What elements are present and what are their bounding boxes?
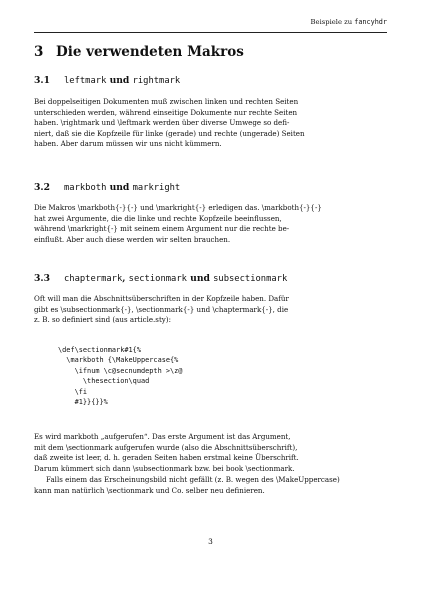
running-header-package: fancyhdr	[354, 18, 387, 26]
code-line: \ifnum \c@secnumdepth >\z@	[58, 366, 183, 375]
text-line: mit dem \sectionmark aufgerufen wurde (also die Abschnittsüberschrift),	[34, 442, 298, 452]
chapter-heading	[34, 44, 244, 60]
text-line: Die Makros \markboth{-}{-} und \markright{-} erledigen das. \markboth{-}{-}	[34, 203, 322, 212]
text-line: niert, daß sie die Kopfzeile für linke (gerade) und rechte (ungerade) Seiten	[34, 128, 305, 138]
text-line: unterschieden werden, während einseitige Dokumente nur rechte Seiten	[34, 107, 298, 117]
text-line: kann man natürlich \sectionmark und Co. selber neu definieren.	[34, 485, 265, 495]
text-line: Falls einem das Erscheinungsbild nicht gefällt (z. B. wegen des \MakeUppercase)	[46, 475, 340, 484]
code-line: \def\sectionmark#1{%	[58, 346, 141, 354]
paragraph-after-code	[34, 432, 389, 474]
text-line: während \markright{-} mit seinem einem Argument nur die rechte be-	[34, 224, 290, 234]
section-title-part: und	[106, 75, 133, 86]
text-line: z. B. so definiert sind (aus article.sty):	[34, 315, 171, 325]
text-line: Bei doppelseitigen Dokumenten muß zwischen linken und rechten Seiten	[34, 97, 299, 106]
paragraph-3-1	[34, 97, 389, 150]
page-number: 3	[208, 537, 213, 546]
text-line: haben. Aber darum müssen wir uns nicht kümmern.	[34, 139, 222, 149]
section-title-part: rightmark	[132, 76, 181, 86]
text-line: Es wird markboth „aufgerufen“. Das erste Argument ist das Argument,	[34, 432, 291, 441]
section-title-part: sectionmark	[128, 274, 187, 284]
code-line: \markboth {\MakeUppercase{%	[58, 356, 179, 365]
running-header-text	[311, 18, 387, 26]
paragraph-final	[34, 475, 389, 496]
text-line: einflußt. Aber auch diese werden wir selten brauchen.	[34, 234, 231, 244]
chapter-number: 3	[34, 44, 44, 60]
code-line: \thesection\quad	[58, 377, 150, 386]
text-line: daß zweite ist leer, d. h. geraden Seiten haben erstmal keine Überschrift.	[34, 453, 299, 463]
section-title-part: chaptermark	[64, 274, 123, 284]
running-header-label: Beispiele zu	[310, 18, 355, 26]
running-header	[34, 14, 387, 33]
section-heading-3-1	[34, 75, 180, 86]
section-number: 3.2	[34, 182, 50, 193]
paragraph-3-3	[34, 294, 389, 326]
code-listing	[58, 345, 182, 407]
text-line: haben. \rightmark und \leftmark werden über diverse Umwege so defi-	[34, 118, 290, 128]
section-number: 3.3	[34, 273, 50, 284]
section-title-part: ,	[122, 273, 129, 284]
section-heading-3-3	[34, 273, 287, 284]
section-title-part: markboth	[64, 183, 107, 193]
section-title-part: und	[186, 273, 214, 284]
section-title-part: leftmark	[64, 76, 107, 86]
text-line: Darum kümmert sich dann \subsectionmark bzw. bei book \sectionmark.	[34, 463, 295, 473]
chapter-title: Die verwendeten Makros	[56, 44, 244, 60]
paragraph-3-2	[34, 203, 389, 245]
section-heading-3-2	[34, 182, 180, 193]
code-line: \fi	[58, 387, 88, 396]
section-title-part: subsectionmark	[213, 274, 288, 284]
text-line: hat zwei Argumente, die die linke und rechte Kopfzeile beeinflussen,	[34, 213, 282, 223]
section-title-part: und	[106, 182, 133, 193]
text-line: gibt es \subsectionmark{-}, \sectionmark{-} und \chaptermark{-}, die	[34, 304, 289, 314]
code-line: #1}}{}}%	[58, 397, 108, 406]
section-number: 3.1	[34, 75, 50, 86]
section-title-part: markright	[132, 183, 181, 193]
text-line: Oft will man die Abschnittsüberschriften in der Kopfzeile haben. Dafür	[34, 294, 289, 303]
